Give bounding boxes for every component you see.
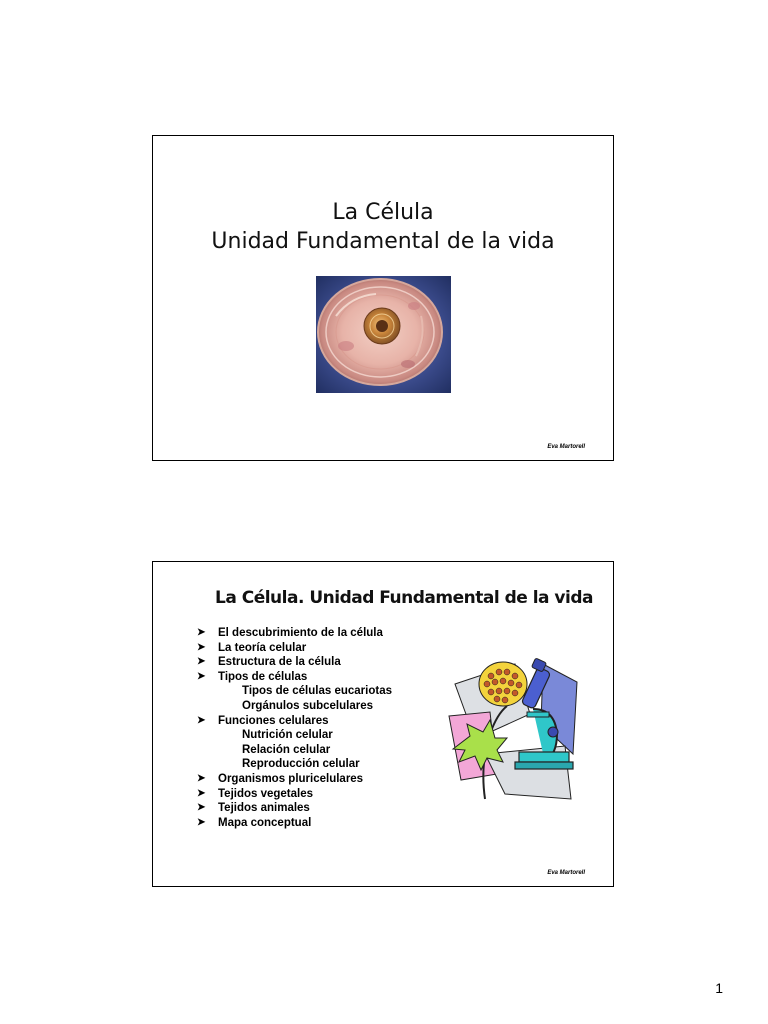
slide-contents <box>152 561 614 887</box>
list-item-label: Tejidos animales <box>218 802 310 815</box>
slide-heading: La Célula. Unidad Fundamental de la vida <box>215 588 593 608</box>
list-item <box>197 787 392 802</box>
list-item <box>197 801 392 816</box>
list-item <box>197 684 392 699</box>
arrowhead-bullet-icon: ➤ <box>197 816 206 828</box>
arrowhead-bullet-icon: ➤ <box>197 714 206 726</box>
list-item-label: Tejidos vegetales <box>218 787 314 800</box>
list-item <box>197 670 392 685</box>
list-item <box>197 641 392 656</box>
title-line-2: Unidad Fundamental de la vida <box>211 229 555 254</box>
list-item-label: Funciones celulares <box>218 714 329 727</box>
arrowhead-bullet-icon: ➤ <box>197 772 206 784</box>
title-line-1: La Célula <box>332 200 434 225</box>
slide-title <box>152 135 614 461</box>
list-item-label: Nutrición celular <box>242 729 333 742</box>
arrowhead-bullet-icon: ➤ <box>197 641 206 653</box>
list-item <box>197 772 392 787</box>
contents-list <box>197 626 392 830</box>
page-number: 1 <box>715 980 723 996</box>
list-item-label: Reproducción celular <box>242 758 360 771</box>
author-credit: Eva Martorell <box>547 870 585 876</box>
list-item <box>197 714 392 729</box>
arrowhead-bullet-icon: ➤ <box>197 656 206 668</box>
list-item <box>197 743 392 758</box>
list-item-label: Tipos de células eucariotas <box>242 685 392 698</box>
list-item-label: Estructura de la célula <box>218 656 341 669</box>
list-item-label: Mapa conceptual <box>218 816 312 829</box>
list-item <box>197 728 392 743</box>
arrowhead-bullet-icon: ➤ <box>197 627 206 638</box>
list-item-label: Orgánulos subcelulares <box>242 699 374 712</box>
list-item <box>197 626 392 641</box>
list-item <box>197 655 392 670</box>
list-item <box>197 699 392 714</box>
list-item-label: Tipos de células <box>218 670 308 683</box>
cell-photo-image <box>316 276 451 393</box>
microscope-plant-clipart <box>445 654 585 804</box>
list-item-label: Relación celular <box>242 743 331 756</box>
list-item <box>197 816 392 831</box>
arrowhead-bullet-icon: ➤ <box>197 787 206 799</box>
arrowhead-bullet-icon: ➤ <box>197 670 206 682</box>
slide-title-heading <box>153 198 613 256</box>
list-item-label: La teoría celular <box>218 641 307 654</box>
arrowhead-bullet-icon: ➤ <box>197 802 206 814</box>
list-item-label: El descubrimiento de la célula <box>218 627 383 639</box>
list-item <box>197 757 392 772</box>
author-credit: Eva Martorell <box>547 444 585 450</box>
list-item-label: Organismos pluricelulares <box>218 772 364 785</box>
